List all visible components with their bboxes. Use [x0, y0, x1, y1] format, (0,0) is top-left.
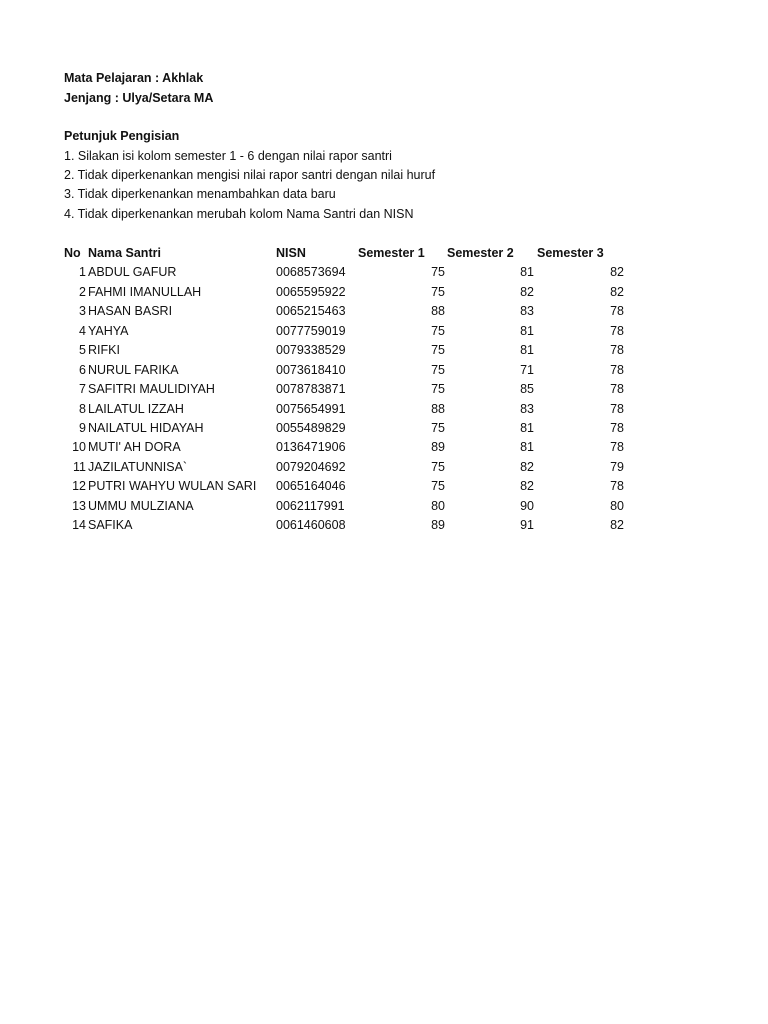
cell-student-name: NURUL FARIKA — [88, 362, 179, 377]
cell-nisn: 0068573694 — [276, 265, 346, 280]
table-row — [0, 263, 768, 282]
column-header-semester-3: Semester 3 — [537, 246, 604, 260]
column-header-nisn: NISN — [276, 246, 306, 260]
cell-semester-2: 82 — [520, 479, 534, 494]
cell-no: 2 — [79, 284, 86, 299]
cell-semester-2: 91 — [520, 518, 534, 533]
instruction-item: 3. Tidak diperkenankan menambahkan data baru — [64, 187, 336, 201]
cell-semester-2: 82 — [520, 284, 534, 299]
cell-no: 12 — [72, 479, 86, 494]
cell-student-name: FAHMI IMANULLAH — [88, 284, 202, 299]
cell-no: 9 — [79, 420, 86, 435]
cell-student-name: HASAN BASRI — [88, 304, 173, 319]
cell-semester-1: 75 — [431, 382, 445, 397]
cell-student-name: SAFITRI MAULIDIYAH — [88, 382, 215, 397]
table-row — [0, 516, 768, 535]
cell-semester-3: 78 — [610, 323, 624, 338]
table-row — [0, 400, 768, 419]
cell-semester-3: 78 — [610, 343, 624, 358]
table-row — [0, 341, 768, 360]
cell-nisn: 0079338529 — [276, 343, 346, 358]
cell-semester-2: 81 — [520, 420, 534, 435]
table-header-row — [0, 244, 768, 263]
table-row — [0, 458, 768, 477]
cell-student-name: NAILATUL HIDAYAH — [88, 420, 204, 435]
cell-nisn: 0062117991 — [276, 498, 345, 513]
cell-semester-2: 81 — [520, 343, 534, 358]
cell-student-name: PUTRI WAHYU WULAN SARI — [88, 479, 257, 494]
cell-semester-1: 89 — [431, 440, 445, 455]
cell-no: 6 — [79, 362, 86, 377]
student-grades-table — [0, 244, 768, 536]
cell-semester-1: 75 — [431, 343, 445, 358]
cell-semester-2: 90 — [520, 498, 534, 513]
table-row — [0, 361, 768, 380]
cell-no: 1 — [79, 265, 86, 280]
table-row — [0, 302, 768, 321]
cell-semester-1: 75 — [431, 265, 445, 280]
column-header-no: No — [64, 246, 81, 260]
cell-semester-1: 75 — [431, 420, 445, 435]
table-row — [0, 283, 768, 302]
column-header-name: Nama Santri — [88, 246, 161, 260]
cell-student-name: YAHYA — [88, 323, 129, 338]
table-row — [0, 497, 768, 516]
table-row — [0, 380, 768, 399]
cell-semester-3: 82 — [610, 265, 624, 280]
cell-semester-2: 81 — [520, 265, 534, 280]
cell-semester-3: 78 — [610, 382, 624, 397]
cell-semester-2: 83 — [520, 401, 534, 416]
cell-semester-1: 75 — [431, 479, 445, 494]
cell-semester-2: 81 — [520, 323, 534, 338]
cell-no: 10 — [72, 440, 86, 455]
cell-no: 8 — [79, 401, 86, 416]
cell-semester-1: 75 — [431, 323, 445, 338]
cell-semester-1: 88 — [431, 401, 445, 416]
cell-no: 5 — [79, 343, 86, 358]
cell-semester-2: 81 — [520, 440, 534, 455]
cell-nisn: 0079204692 — [276, 459, 346, 474]
cell-nisn: 0078783871 — [276, 382, 346, 397]
column-header-semester-2: Semester 2 — [447, 246, 514, 260]
cell-semester-3: 78 — [610, 401, 624, 416]
cell-student-name: JAZILATUNNISA` — [88, 459, 188, 474]
cell-nisn: 0136471906 — [276, 440, 346, 455]
cell-no: 14 — [72, 518, 86, 533]
cell-student-name: ABDUL GAFUR — [88, 265, 177, 280]
cell-semester-3: 82 — [610, 518, 624, 533]
table-row — [0, 477, 768, 496]
cell-student-name: LAILATUL IZZAH — [88, 401, 184, 416]
cell-semester-3: 78 — [610, 362, 624, 377]
instructions-title: Petunjuk Pengisian — [64, 129, 180, 143]
cell-semester-2: 85 — [520, 382, 534, 397]
instruction-item: 1. Silakan isi kolom semester 1 - 6 dengan nilai rapor santri — [64, 149, 392, 163]
cell-student-name: RIFKI — [88, 343, 120, 358]
cell-no: 13 — [72, 498, 86, 513]
cell-nisn: 0055489829 — [276, 420, 346, 435]
cell-nisn: 0073618410 — [276, 362, 346, 377]
cell-semester-1: 80 — [431, 498, 445, 513]
table-row — [0, 322, 768, 341]
cell-nisn: 0061460608 — [276, 518, 346, 533]
cell-student-name: MUTI' AH DORA — [88, 440, 181, 455]
cell-student-name: SAFIKA — [88, 518, 133, 533]
cell-no: 7 — [79, 382, 86, 397]
cell-semester-2: 82 — [520, 459, 534, 474]
cell-semester-2: 71 — [520, 362, 534, 377]
cell-nisn: 0065164046 — [276, 479, 346, 494]
cell-semester-1: 75 — [431, 459, 445, 474]
cell-semester-3: 78 — [610, 420, 624, 435]
cell-semester-3: 80 — [610, 498, 624, 513]
cell-semester-3: 82 — [610, 284, 624, 299]
cell-no: 11 — [73, 459, 86, 474]
cell-semester-3: 78 — [610, 479, 624, 494]
cell-nisn: 0065595922 — [276, 284, 346, 299]
instruction-item: 4. Tidak diperkenankan merubah kolom Nama Santri dan NISN — [64, 207, 414, 221]
subject-line: Mata Pelajaran : Akhlak — [64, 71, 204, 85]
table-body — [0, 263, 768, 535]
column-header-semester-1: Semester 1 — [358, 246, 425, 260]
cell-semester-3: 78 — [610, 304, 624, 319]
cell-nisn: 0075654991 — [276, 401, 346, 416]
cell-nisn: 0077759019 — [276, 323, 346, 338]
cell-semester-1: 89 — [431, 518, 445, 533]
cell-student-name: UMMU MULZIANA — [88, 498, 194, 513]
cell-semester-1: 75 — [431, 284, 445, 299]
cell-no: 4 — [79, 323, 86, 338]
cell-semester-3: 79 — [610, 459, 624, 474]
cell-nisn: 0065215463 — [276, 304, 346, 319]
cell-semester-2: 83 — [520, 304, 534, 319]
level-line: Jenjang : Ulya/Setara MA — [64, 91, 214, 105]
table-row — [0, 419, 768, 438]
table-row — [0, 438, 768, 457]
instruction-item: 2. Tidak diperkenankan mengisi nilai rapor santri dengan nilai huruf — [64, 168, 436, 182]
cell-semester-1: 75 — [431, 362, 445, 377]
cell-no: 3 — [79, 304, 86, 319]
cell-semester-3: 78 — [610, 440, 624, 455]
cell-semester-1: 88 — [431, 304, 445, 319]
